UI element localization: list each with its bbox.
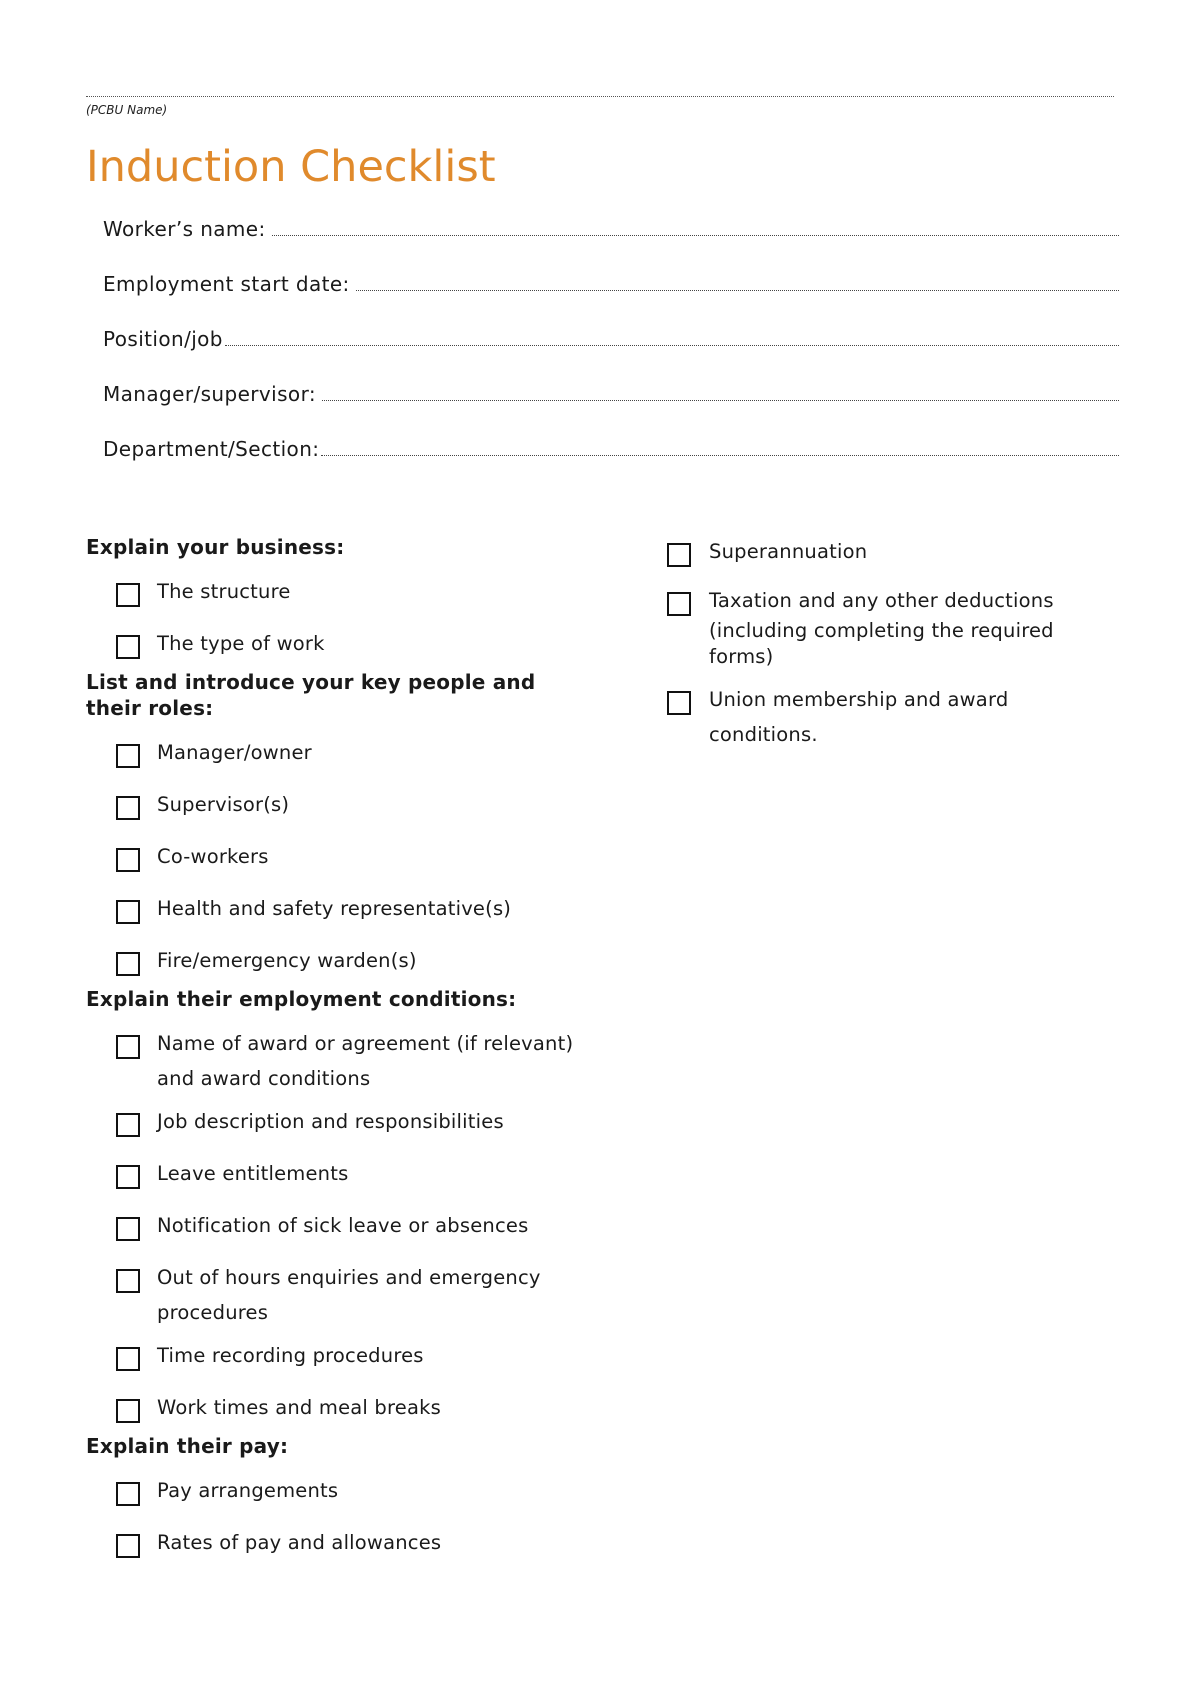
checklist-item[interactable] (86, 735, 556, 770)
field-label: Manager/supervisor: (103, 382, 316, 406)
field-label: Department/Section: (103, 437, 320, 461)
checklist-item[interactable] (86, 1525, 556, 1560)
manager-supervisor-field[interactable] (103, 382, 1119, 406)
checklist-item[interactable] (86, 1026, 587, 1096)
employment-start-date-field[interactable] (103, 272, 1119, 296)
checklist-item[interactable] (86, 839, 556, 874)
checkbox-icon[interactable] (116, 796, 140, 820)
checkbox-icon[interactable] (116, 1347, 140, 1371)
item-label: Co-workers (157, 845, 269, 868)
checklist-item[interactable] (86, 943, 556, 978)
section-heading-conditions: Explain their employment conditions: (86, 987, 517, 1011)
left-checklist-column (86, 534, 574, 1560)
manager-input-line[interactable] (322, 399, 1119, 401)
item-label: Health and safety representative(s) (157, 897, 512, 920)
department-section-field[interactable] (103, 437, 1119, 461)
section-heading-business: Explain your business: (86, 535, 345, 559)
field-label: Worker’s name: (103, 217, 266, 241)
checklist-item[interactable] (86, 1104, 556, 1139)
checkbox-icon[interactable] (116, 1269, 140, 1293)
checkbox-icon[interactable] (667, 543, 691, 567)
checkbox-icon[interactable] (116, 583, 140, 607)
checklist-item[interactable] (86, 1390, 556, 1425)
item-label: Taxation and any other deductions (709, 589, 1054, 612)
position-input-line[interactable] (225, 344, 1119, 346)
checklist-item[interactable] (664, 583, 1104, 670)
checkbox-icon[interactable] (116, 1217, 140, 1241)
item-label: Pay arrangements (157, 1479, 339, 1502)
right-checklist-column (664, 534, 1104, 752)
checkbox-icon[interactable] (116, 1399, 140, 1423)
checklist-item[interactable] (86, 1156, 556, 1191)
field-label: Position/job (103, 327, 223, 351)
item-label: Time recording procedures (157, 1344, 424, 1367)
checkbox-icon[interactable] (116, 744, 140, 768)
pcbu-name-line[interactable] (86, 96, 1114, 97)
checklist-item[interactable] (86, 1260, 627, 1330)
item-sublabel: (including completing the required forms) (709, 619, 1054, 668)
checklist-item[interactable] (86, 574, 556, 609)
checkbox-icon[interactable] (116, 1482, 140, 1506)
item-label: The type of work (157, 632, 325, 655)
item-label: Leave entitlements (157, 1162, 349, 1185)
checklist-item[interactable] (86, 787, 556, 822)
checkbox-icon[interactable] (116, 1534, 140, 1558)
section-heading-people: List and introduce your key people and their roles: (86, 670, 536, 720)
item-label: Supervisor(s) (157, 793, 290, 816)
item-label: Name of award or agreement (if relevant) and award conditions (157, 1032, 574, 1090)
checklist-item[interactable] (86, 891, 556, 926)
checkbox-icon[interactable] (116, 1165, 140, 1189)
page-title: Induction Checklist (86, 142, 496, 192)
checkbox-icon[interactable] (116, 635, 140, 659)
checkbox-icon[interactable] (116, 952, 140, 976)
item-label: Rates of pay and allowances (157, 1531, 442, 1554)
checkbox-icon[interactable] (667, 592, 691, 616)
item-label: Manager/owner (157, 741, 312, 764)
start-date-input-line[interactable] (356, 289, 1119, 291)
position-job-field[interactable] (103, 327, 1119, 351)
item-label: Notification of sick leave or absences (157, 1214, 529, 1237)
item-label: Superannuation (709, 540, 868, 563)
checklist-item[interactable] (86, 626, 556, 661)
pcbu-name-label: (PCBU Name) (86, 103, 168, 117)
item-label: Fire/emergency warden(s) (157, 949, 417, 972)
checkbox-icon[interactable] (667, 691, 691, 715)
section-heading-pay: Explain their pay: (86, 1434, 289, 1458)
checklist-item[interactable] (664, 682, 1099, 752)
workers-name-field[interactable] (103, 217, 1119, 241)
item-label: Union membership and award conditions. (709, 688, 1009, 746)
field-label: Employment start date: (103, 272, 350, 296)
checkbox-icon[interactable] (116, 848, 140, 872)
item-label: Work times and meal breaks (157, 1396, 441, 1419)
checkbox-icon[interactable] (116, 900, 140, 924)
item-label: Out of hours enquiries and emergency procedures (157, 1266, 541, 1324)
checklist-item[interactable] (86, 1338, 556, 1373)
checklist-item[interactable] (86, 1208, 556, 1243)
workers-name-input-line[interactable] (272, 234, 1119, 236)
checklist-item[interactable] (86, 1473, 556, 1508)
item-label: The structure (157, 580, 291, 603)
department-input-line[interactable] (321, 454, 1119, 456)
item-label: Job description and responsibilities (157, 1110, 504, 1133)
checkbox-icon[interactable] (116, 1035, 140, 1059)
checklist-item[interactable] (664, 534, 1104, 569)
checkbox-icon[interactable] (116, 1113, 140, 1137)
